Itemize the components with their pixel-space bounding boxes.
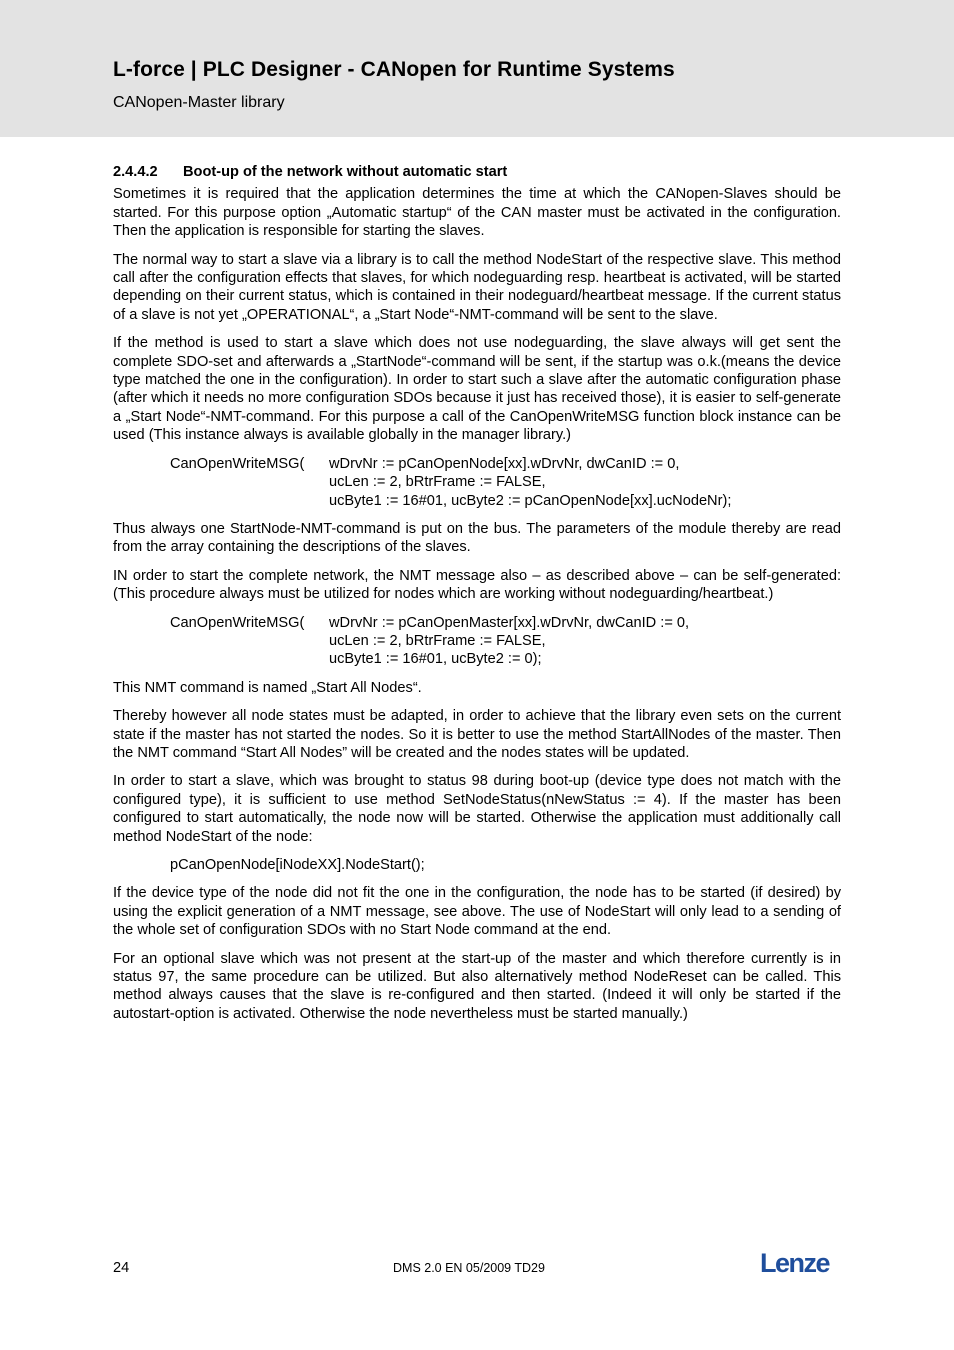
- section-title: Boot-up of the network without automatic start: [183, 164, 508, 180]
- page-header: [0, 0, 954, 137]
- code-function-name: CanOpenWriteMSG(: [170, 455, 305, 472]
- section-number: 2.4.4.2: [113, 164, 158, 180]
- paragraph: Thereby however all node states must be adapted, in order to achieve that the library even sets on the current state if the master has not started the nodes. So it is better to use the method StartAllNodes of the master. Then the NMT command “Start All Nodes” will be created and the nodes states will be updated.: [113, 708, 841, 761]
- document-title: L-force | PLC Designer - CANopen for Runtime Systems: [113, 58, 675, 81]
- code-line: ucLen := 2, bRtrFrame := FALSE,: [329, 632, 546, 649]
- code-block: [170, 614, 841, 669]
- code-line: wDrvNr := pCanOpenMaster[xx].wDrvNr, dwCanID := 0,: [329, 614, 690, 631]
- code-function-name: CanOpenWriteMSG(: [170, 614, 305, 631]
- paragraph: In order to start a slave, which was brought to status 98 during boot-up (device type does not match with the configured type), it is sufficient to use method SetNodeStatus(nNewStatus := 4). If the master has been configured to start automatically, the node now will be started. Otherwise the application must additionally call method NodeStart of the node:: [113, 773, 841, 845]
- code-line: ucLen := 2, bRtrFrame := FALSE,: [329, 474, 546, 491]
- paragraph: If the device type of the node did not fit the one in the configuration, the node has to be started (if desired) by using the explicit generation of a NMT message, see above. The use of NodeStart will only lead to a sending of the whole set of configuration SDOs with no Start Node command at the end.: [113, 885, 841, 939]
- code-arguments: [329, 614, 689, 669]
- page-content: [113, 163, 841, 1033]
- code-line: ucByte1 := 16#01, ucByte2 := 0);: [329, 651, 542, 668]
- paragraph: This NMT command is named „Start All Nodes“.: [113, 679, 422, 696]
- document-reference: DMS 2.0 EN 05/2009 TD29: [393, 1261, 545, 1275]
- paragraph: For an optional slave which was not present at the start-up of the master and which therefore currently is in status 97, the same procedure can be utilized. But also alternatively method NodeReset can be called. This method always causes that the slave is re-configured and then started. (Indeed it will only be started if the autostart-option is activated. Otherwise the node nevertheless must be started manually.): [113, 950, 841, 1022]
- page-number: 24: [113, 1260, 130, 1276]
- paragraph: If the method is used to start a slave which does not use nodeguarding, the slave always will get sent the complete SDO-set and afterwards a „StartNode“-command will be sent, if the startup was o.k.(means the device type matched the one in the configuration). In order to start such a slave after the automatic configuration phase (after which it needs no more configuration SDOs because it just has received those), it is easier to self-generate a „Start Node“-NMT-command. For this purpose a call of the CanOpenWriteMSG function block instance can be used (This instance always is available globally in the manager library.): [113, 335, 841, 444]
- paragraph: Sometimes it is required that the application determines the time at which the CANopen-Slaves should be started. For this purpose option „Automatic startup“ of the CAN master must be activated in the configuration. Then the application is responsible for starting the slaves.: [113, 186, 841, 240]
- svg-text:Lenze: Lenze: [760, 1248, 830, 1276]
- code-line: ucByte1 := 16#01, ucByte2 := pCanOpenNode[xx].ucNodeNr);: [329, 492, 732, 509]
- code-block: [170, 455, 841, 510]
- code-line: wDrvNr := pCanOpenNode[xx].wDrvNr, dwCanID := 0,: [329, 455, 680, 472]
- paragraph: IN order to start the complete network, the NMT message also – as described above – can be self-generated: (This procedure always must be utilized for nodes which are working without nodeguarding/heartbeat.): [113, 567, 841, 603]
- section-heading: [113, 163, 841, 181]
- paragraph: The normal way to start a slave via a library is to call the method NodeStart of the respective slave. This method call after the configuration effects that slaves, for which nodeguarding resp. heartbeat is activated, will be started depending on their current status, which is contained in their nodeguard/heartbeat message. If the current status of a slave is not yet „OPERATIONAL“, a „Start Node“-NMT-command will be sent to the slave.: [113, 251, 841, 323]
- code-block: pCanOpenNode[iNodeXX].NodeStart();: [170, 857, 425, 873]
- code-arguments: [329, 455, 731, 510]
- document-subtitle: CANopen-Master library: [113, 94, 285, 111]
- paragraph: Thus always one StartNode-NMT-command is put on the bus. The parameters of the module thereby are read from the array containing the descriptions of the slaves.: [113, 520, 841, 556]
- lenze-logo: [760, 1248, 838, 1276]
